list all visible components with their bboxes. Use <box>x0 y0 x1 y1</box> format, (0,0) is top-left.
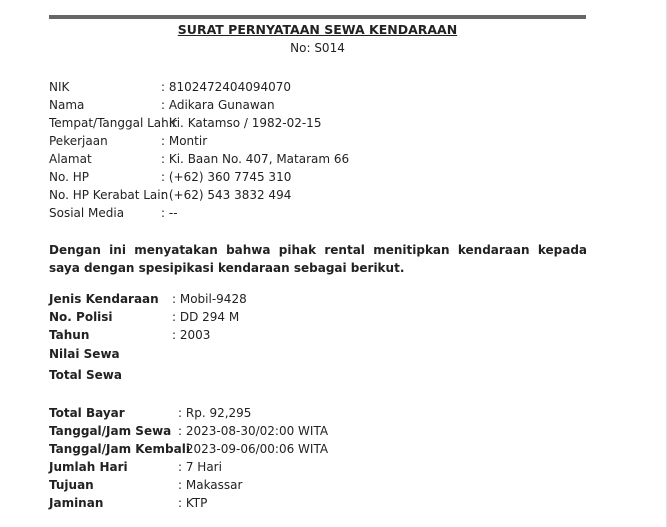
field-label: Tanggal/Jam Sewa <box>49 424 172 438</box>
field-value: : (+62) 360 7745 310 <box>161 170 292 184</box>
field-label: NIK <box>49 80 70 94</box>
field-value: : 2023-08-30/02:00 WITA <box>178 424 329 438</box>
document-number: No: S014 <box>290 41 345 55</box>
header-rule <box>49 15 586 19</box>
field-label: Nama <box>49 98 85 112</box>
field-label: Total Bayar <box>49 406 125 420</box>
field-value: : 8102472404094070 <box>161 80 292 94</box>
field-value: : Mobil-9428 <box>172 292 247 306</box>
field-label: Alamat <box>49 152 92 166</box>
field-value: : Ki. Baan No. 407, Mataram 66 <box>161 152 350 166</box>
field-value: : 2003 <box>172 328 211 342</box>
field-value: : Adikara Gunawan <box>161 98 275 112</box>
field-label: Jenis Kendaraan <box>49 292 159 306</box>
field-value: : -- <box>161 206 178 220</box>
field-label: Total Sewa <box>49 368 122 382</box>
field-value: : (+62) 543 3832 494 <box>161 188 292 202</box>
field-value: : 2023-09-06/00:06 WITA <box>178 442 329 456</box>
field-label: Sosial Media <box>49 206 125 220</box>
field-value: : 7 Hari <box>178 460 222 474</box>
field-label: No. Polisi <box>49 310 113 324</box>
field-label: No. HP Kerabat Lain <box>49 188 169 202</box>
statement-paragraph: Dengan ini menyatakan bahwa pihak rental menitipkan kendaraan kepada saya dengan spesipikasi kendaraan sebagai berikut. <box>49 243 587 275</box>
field-label: Pekerjaan <box>49 134 108 148</box>
document-title: SURAT PERNYATAAN SEWA KENDARAAN <box>177 22 458 37</box>
field-label: Tujuan <box>49 478 94 492</box>
field-value: : DD 294 M <box>172 310 240 324</box>
field-label: Jaminan <box>49 496 104 510</box>
field-value: : Makassar <box>178 478 243 492</box>
field-value: : Rp. 92,295 <box>178 406 252 420</box>
field-value: : KTP <box>178 496 208 510</box>
field-label: Nilai Sewa <box>49 347 120 361</box>
field-label: Tanggal/Jam Kembali <box>49 442 190 456</box>
field-label: Jumlah Hari <box>49 460 128 474</box>
field-value: : Montir <box>161 134 208 148</box>
field-label: Tempat/Tanggal Lahir <box>49 116 178 130</box>
field-value: : Ki. Katamso / 1982-02-15 <box>161 116 322 130</box>
field-label: No. HP <box>49 170 89 184</box>
field-label: Tahun <box>49 328 90 342</box>
